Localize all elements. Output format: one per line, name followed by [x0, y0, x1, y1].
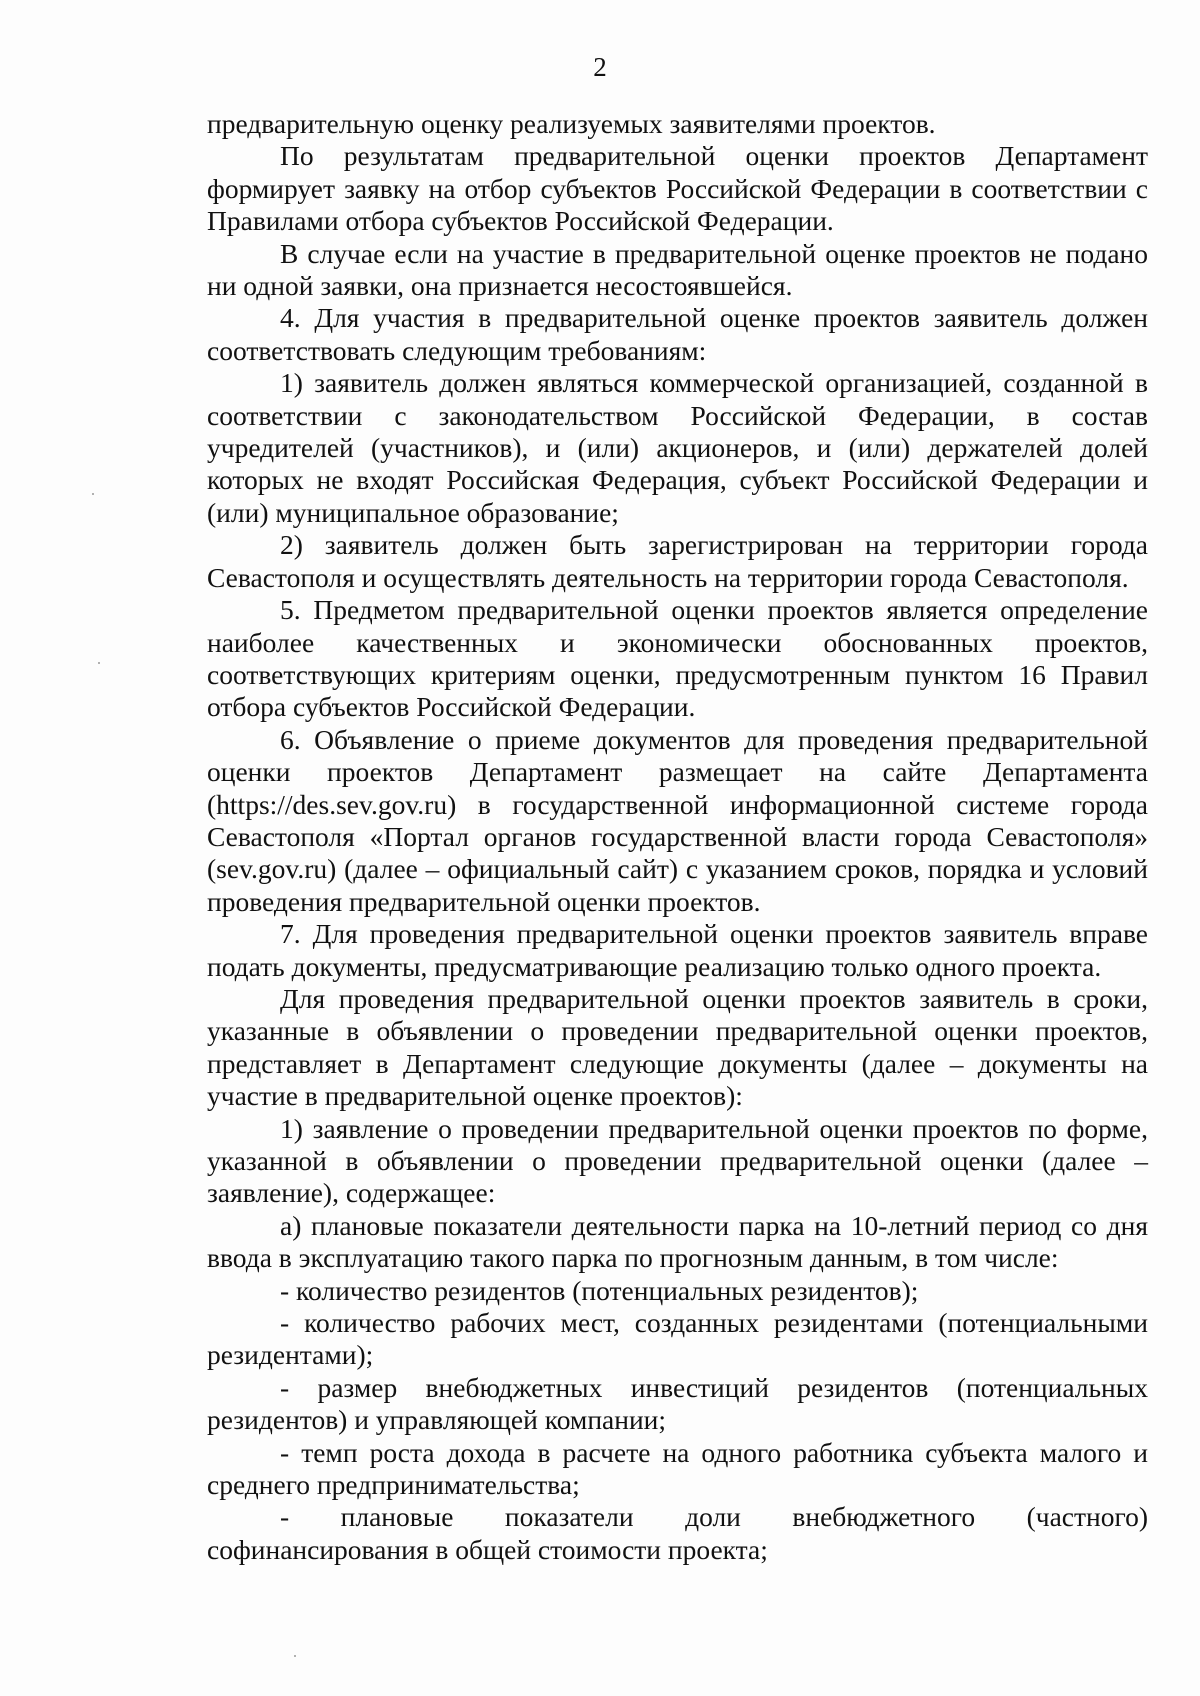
paragraph-no-applications: В случае если на участие в предварительной оценке проектов не подано ни одной заявки, она признается несостоявшейся.	[207, 237, 1148, 302]
paragraph-documents-intro: Для проведения предварительной оценки проектов заявитель в сроки, указанные в объявлении о проведении предварительной оценки проектов, представляет в Департамент следующие документы (далее – документы на участие в предварительной оценке проектов):	[207, 982, 1148, 1112]
paragraph-item-4: 4. Для участия в предварительной оценке проектов заявитель должен соответствовать следующим требованиям:	[207, 302, 1148, 366]
page-number: 2	[593, 52, 607, 82]
paragraph-document-1: 1) заявление о проведении предварительной оценки проектов по форме, указанной в объявлении о проведении предварительной оценки (далее – заявление), содержащее:	[207, 1112, 1148, 1209]
list-item-income-growth: - темп роста дохода в расчете на одного работника субъекта малого и среднего предпринимательства;	[207, 1436, 1148, 1501]
paragraph-item-5: 5. Предметом предварительной оценки проектов является определение наиболее качественных и экономически обоснованных проектов, соответствующих критериям оценки, предусмотренным пунктом 16 Правил отбора субъектов Российской Федерации.	[207, 594, 1148, 723]
scan-speck	[98, 662, 100, 664]
scan-speck	[294, 1655, 296, 1657]
list-item-cofinancing: - плановые показатели доли внебюджетного (частного) софинансирования в общей стоимости проекта;	[207, 1501, 1148, 1565]
list-item-jobs: - количество рабочих мест, созданных резидентами (потенциальными резидентами);	[207, 1307, 1148, 1371]
paragraph-requirement-1: 1) заявитель должен являться коммерческой организацией, созданной в соответствии с законодательством Российской Федерации, в состав учредителей (участников), и (или) акционеров, и (или) держателей долей которых не входят Российская Федерация, субъект Российской Федерации и (или) муниципальное образование;	[207, 367, 1148, 528]
document-body	[207, 108, 1148, 1566]
paragraph-item-7: 7. Для проведения предварительной оценки проектов заявитель вправе подать документы, предусматривающие реализацию только одного проекта.	[207, 918, 1148, 982]
paragraph-item-6: 6. Объявление о приеме документов для проведения предварительной оценки проектов Департамент размещает на сайте Департамента (https://des.sev.gov.ru) в государственной информационной системе города Севастополя «Портал органов государственной власти города Севастополя» (sev.gov.ru) (далее – официальный сайт) с указанием сроков, порядка и условий проведения предварительной оценки проектов.	[207, 723, 1148, 917]
paragraph-requirement-2: 2) заявитель должен быть зарегистрирован на территории города Севастополя и осуществлять деятельность на территории города Севастополя.	[207, 529, 1148, 593]
paragraph-subitem-a: а) плановые показатели деятельности парка на 10-летний период со дня ввода в эксплуатацию такого парка по прогнозным данным, в том числе:	[207, 1209, 1148, 1274]
paragraph-continuation: предварительную оценку реализуемых заявителями проектов.	[207, 108, 936, 139]
list-item-investments: - размер внебюджетных инвестиций резидентов (потенциальных резидентов) и управляющей компании;	[207, 1371, 1148, 1436]
scan-speck	[92, 493, 94, 495]
paragraph-preliminary-results: По результатам предварительной оценки проектов Департамент формирует заявку на отбор субъектов Российской Федерации в соответствии с Правилами отбора субъектов Российской Федерации.	[207, 140, 1148, 237]
list-item-residents: - количество резидентов (потенциальных резидентов);	[280, 1274, 919, 1306]
